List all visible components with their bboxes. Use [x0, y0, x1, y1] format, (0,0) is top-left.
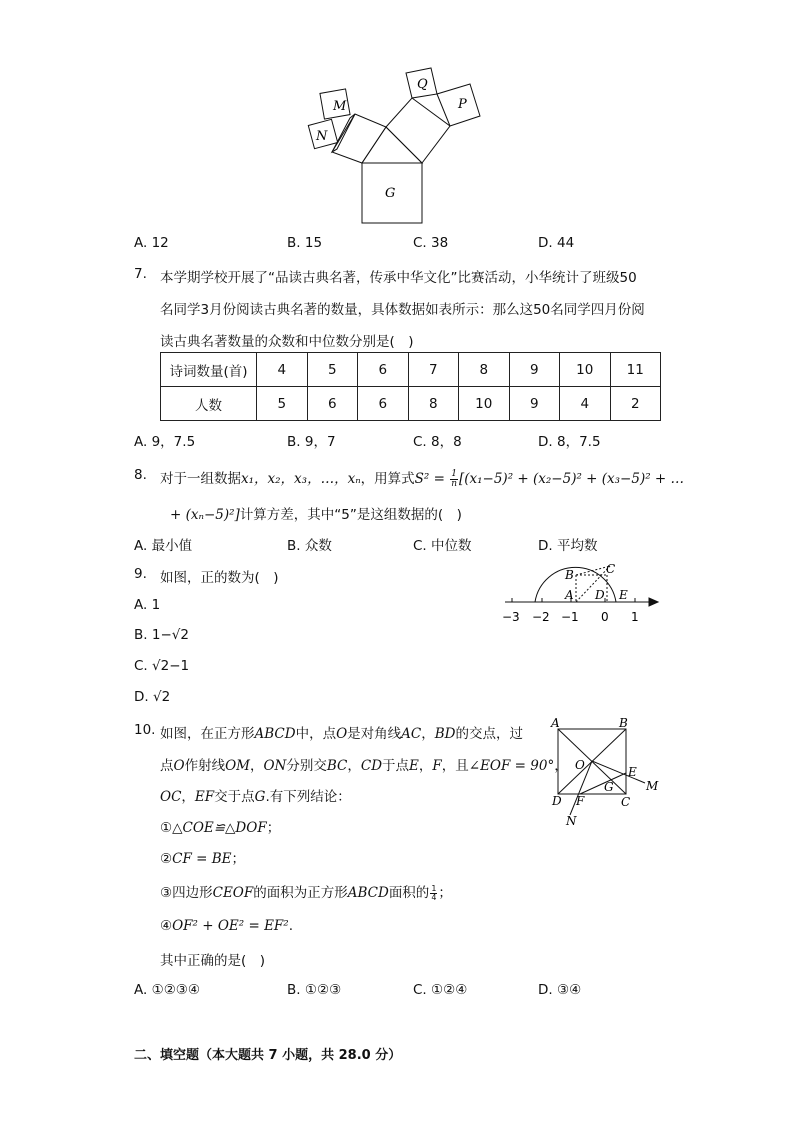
- table-row: [161, 353, 661, 387]
- vertex-label-b: B: [619, 716, 628, 730]
- q10-math: E: [409, 758, 419, 774]
- q10-text: 交于点: [214, 789, 255, 805]
- table-cell: 6: [358, 387, 409, 421]
- point-label-n: N: [566, 814, 577, 828]
- q9-option-a: [134, 597, 160, 613]
- q10-math: AC: [401, 726, 422, 742]
- q10-math: CF = BE: [172, 851, 232, 867]
- option-key: B.: [287, 982, 301, 998]
- table-cell: 8: [408, 387, 459, 421]
- q7-option-c: [413, 430, 462, 450]
- q10-text: ，: [418, 758, 433, 774]
- point-label-a: A: [565, 588, 574, 602]
- q10-conclusion-3: [160, 881, 452, 902]
- option-text: 1−√2: [151, 627, 189, 643]
- q10-fraction: [430, 885, 437, 902]
- table-cell: 6: [307, 387, 358, 421]
- q10-text: .: [288, 918, 294, 934]
- conclusion-number: ③: [160, 885, 173, 901]
- q10-text: 中，点: [295, 726, 337, 742]
- option-key: A.: [134, 597, 148, 613]
- tick-label: −1: [561, 610, 579, 624]
- option-text: √2: [152, 689, 171, 705]
- conclusion-number: ④: [160, 918, 173, 934]
- table-cell: 9: [509, 353, 560, 387]
- q10-math: CD: [360, 758, 383, 774]
- q8-line2: [170, 503, 462, 523]
- q10-text: 的交点，过: [455, 726, 523, 742]
- q8-formula: + (xₙ−5)²]: [170, 507, 240, 523]
- q10-option-a: [134, 982, 200, 998]
- q10-option-d: [538, 982, 581, 998]
- q6-option-c: [413, 235, 448, 251]
- vertex-label-a: A: [551, 716, 560, 730]
- q8-vars: x₁，x₂，x₃，…，xₙ: [241, 471, 361, 487]
- table-cell: 4: [560, 387, 611, 421]
- q10-math: O: [336, 726, 348, 742]
- fraction-denominator: 4: [431, 892, 437, 902]
- table-row: [161, 387, 661, 421]
- q6-option-a: [134, 235, 169, 251]
- option-key: D.: [538, 434, 553, 450]
- q10-text: ；: [438, 885, 452, 901]
- option-text: 12: [151, 235, 169, 251]
- q10-math: ON: [263, 758, 287, 774]
- q8-text: ，用算式: [360, 471, 415, 487]
- option-key: D.: [538, 538, 553, 554]
- option-text: 1: [151, 597, 161, 613]
- q10-number: 10.: [134, 722, 156, 738]
- q8-option-b: [287, 534, 332, 554]
- q6-label-m: M: [333, 99, 347, 114]
- table-cell: 5: [307, 353, 358, 387]
- option-key: C.: [134, 658, 148, 674]
- q10-text: .有下列结论：: [265, 789, 351, 805]
- table-cell: 6: [358, 353, 409, 387]
- q8-number: 8.: [134, 467, 147, 483]
- option-text: ①②④: [431, 982, 468, 998]
- q8-text: 计算方差，其中“5”是这组数据的( ): [239, 507, 462, 523]
- q7-option-d: [538, 430, 601, 450]
- option-key: C.: [413, 538, 427, 554]
- option-key: C.: [413, 434, 427, 450]
- option-key: B.: [287, 434, 301, 450]
- q10-text: ，: [554, 758, 568, 774]
- q10-text: 的面积为正方形: [253, 885, 348, 901]
- option-text: 15: [304, 235, 323, 251]
- q10-ask: 其中正确的是( ): [160, 953, 266, 969]
- q6-option-b: [287, 235, 322, 251]
- conclusion-number: ①: [160, 820, 173, 836]
- q6-label-q: Q: [417, 77, 428, 92]
- tick-label: −3: [502, 610, 520, 624]
- q10-text: 点: [160, 758, 174, 774]
- option-text: 最小值: [151, 538, 193, 554]
- table-cell: 7: [408, 353, 459, 387]
- fraction-numerator: 1: [431, 883, 437, 893]
- q10-conclusion-1: [160, 816, 280, 836]
- q10-conclusion-4: [160, 918, 293, 934]
- table-cell: 11: [610, 353, 661, 387]
- q10-math: ∠EOF = 90°: [468, 758, 555, 774]
- q6-label-g: G: [385, 186, 396, 201]
- q10-math: △COE≌△DOF: [172, 820, 267, 836]
- q7-line1: 本学期学校开展了“品读古典名著，传承中华文化”比赛活动，小华统计了班级50: [160, 270, 637, 286]
- q10-option-c: [413, 982, 467, 998]
- fraction-denominator: n: [451, 478, 457, 489]
- option-text: 众数: [304, 538, 332, 554]
- q10-option-b: [287, 982, 341, 998]
- option-text: √2−1: [152, 658, 190, 674]
- q10-line3: [160, 785, 351, 805]
- table-header-cell: 诗词数量(首): [161, 353, 257, 387]
- option-text: 平均数: [556, 538, 598, 554]
- q10-text: 是对角线: [347, 726, 402, 742]
- q10-math: BD: [434, 726, 456, 742]
- q10-math: F: [432, 758, 442, 774]
- q6-label-n: N: [316, 129, 328, 144]
- q10-text: ，且: [441, 758, 469, 774]
- q8-fraction: [450, 470, 458, 489]
- q9-option-b: [134, 627, 189, 643]
- point-label-o: O: [575, 758, 585, 772]
- option-text: 9，7: [304, 434, 336, 450]
- q10-text: ，: [421, 726, 435, 742]
- q10-text: ，: [181, 789, 195, 805]
- option-text: ①②③④: [151, 982, 201, 998]
- q8-formula: [(x₁−5)² + (x₂−5)² + (x₃−5)² + …: [458, 471, 685, 487]
- table-cell: 9: [509, 387, 560, 421]
- q6-option-d: [538, 235, 574, 251]
- q8-option-c: [413, 534, 472, 554]
- option-text: 44: [556, 235, 575, 251]
- q10-text: ，: [249, 758, 264, 774]
- q10-math: ABCD: [347, 885, 389, 901]
- option-text: 38: [431, 235, 449, 251]
- option-text: 8，7.5: [556, 434, 601, 450]
- option-key: D.: [538, 982, 553, 998]
- q9-option-c: [134, 658, 189, 674]
- q7-option-a: [134, 430, 195, 450]
- q10-text: 面积的: [388, 885, 430, 901]
- option-text: 9，7.5: [151, 434, 196, 450]
- section-heading: 二、填空题（本大题共 7 小题，共 28.0 分）: [134, 1048, 402, 1063]
- option-key: A.: [134, 538, 148, 554]
- table-cell: 8: [459, 353, 510, 387]
- option-key: A.: [134, 434, 148, 450]
- point-label-c: C: [606, 562, 616, 576]
- q6-pythagoras-figure: [300, 62, 500, 230]
- q9-number-line-figure: [495, 555, 665, 627]
- q10-text: ，: [347, 758, 361, 774]
- option-key: B.: [287, 235, 301, 251]
- option-text: 中位数: [431, 538, 472, 554]
- table-cell: 2: [610, 387, 661, 421]
- q9-stem: 如图，正的数为( ): [160, 570, 279, 586]
- table-cell: 4: [257, 353, 308, 387]
- q10-text: 如图，在正方形: [160, 726, 255, 742]
- table-cell: 10: [560, 353, 611, 387]
- q10-text: 作射线: [184, 758, 226, 774]
- option-key: C.: [413, 235, 427, 251]
- q8-line1: [160, 467, 684, 489]
- option-key: B.: [287, 538, 301, 554]
- point-label-g: G: [604, 780, 614, 794]
- table-cell: 5: [257, 387, 308, 421]
- q7-data-table: [160, 352, 661, 421]
- option-key: D.: [134, 689, 149, 705]
- q8-formula: S² =: [414, 471, 450, 487]
- tick-label: 0: [601, 610, 609, 624]
- q10-math: OF² + OE² = EF²: [172, 918, 289, 934]
- tick-label: −2: [532, 610, 550, 624]
- table-header-cell: 人数: [161, 387, 257, 421]
- point-label-f: F: [576, 794, 585, 808]
- q10-square-figure: [545, 712, 665, 830]
- option-key: B.: [134, 627, 148, 643]
- q7-number: 7.: [134, 266, 147, 282]
- q10-text: ；: [266, 820, 281, 836]
- q8-option-d: [538, 534, 597, 554]
- point-label-m: M: [646, 779, 659, 793]
- q10-math: ABCD: [254, 726, 296, 742]
- q8-option-a: [134, 534, 192, 554]
- vertex-label-c: C: [621, 795, 631, 809]
- q10-math: O: [173, 758, 185, 774]
- q10-text: ；: [231, 851, 245, 867]
- option-key: A.: [134, 235, 148, 251]
- option-key: A.: [134, 982, 148, 998]
- option-key: D.: [538, 235, 553, 251]
- fraction-numerator: 1: [451, 468, 457, 479]
- q10-math: BC: [326, 758, 348, 774]
- point-label-b: B: [565, 568, 574, 582]
- q6-label-p: P: [458, 97, 467, 112]
- table-cell: 10: [459, 387, 510, 421]
- option-text: ③④: [556, 982, 582, 998]
- q10-text: 分别交: [286, 758, 327, 774]
- option-text: ①②③: [304, 982, 342, 998]
- point-label-d: D: [595, 588, 605, 602]
- q9-number: 9.: [134, 566, 147, 582]
- point-label-e: E: [619, 588, 628, 602]
- q10-math: G: [254, 789, 266, 805]
- option-text: 8，8: [431, 434, 462, 450]
- vertex-label-d: D: [552, 794, 562, 808]
- q10-math: OM: [225, 758, 250, 774]
- q7-option-b: [287, 430, 336, 450]
- q10-text: 于点: [382, 758, 410, 774]
- q9-option-d: [134, 689, 170, 705]
- q10-math: EF: [194, 789, 215, 805]
- q7-line3: 读古典名著数量的众数和中位数分别是( ): [160, 334, 414, 350]
- q10-line2: [160, 754, 568, 774]
- conclusion-number: ②: [160, 851, 173, 867]
- q10-conclusion-2: [160, 847, 245, 867]
- point-label-e: E: [628, 765, 637, 779]
- q7-line2: 名同学3月份阅读古典名著的数量，具体数据如表所示：那么这50名同学四月份阅: [160, 302, 645, 318]
- tick-label: 1: [631, 610, 639, 624]
- option-key: C.: [413, 982, 427, 998]
- q10-math: CEOF: [212, 885, 254, 901]
- q10-line1: [160, 722, 523, 742]
- q8-text: 对于一组数据: [160, 471, 241, 487]
- q10-math: OC: [160, 789, 182, 805]
- q10-text: 四边形: [172, 885, 213, 901]
